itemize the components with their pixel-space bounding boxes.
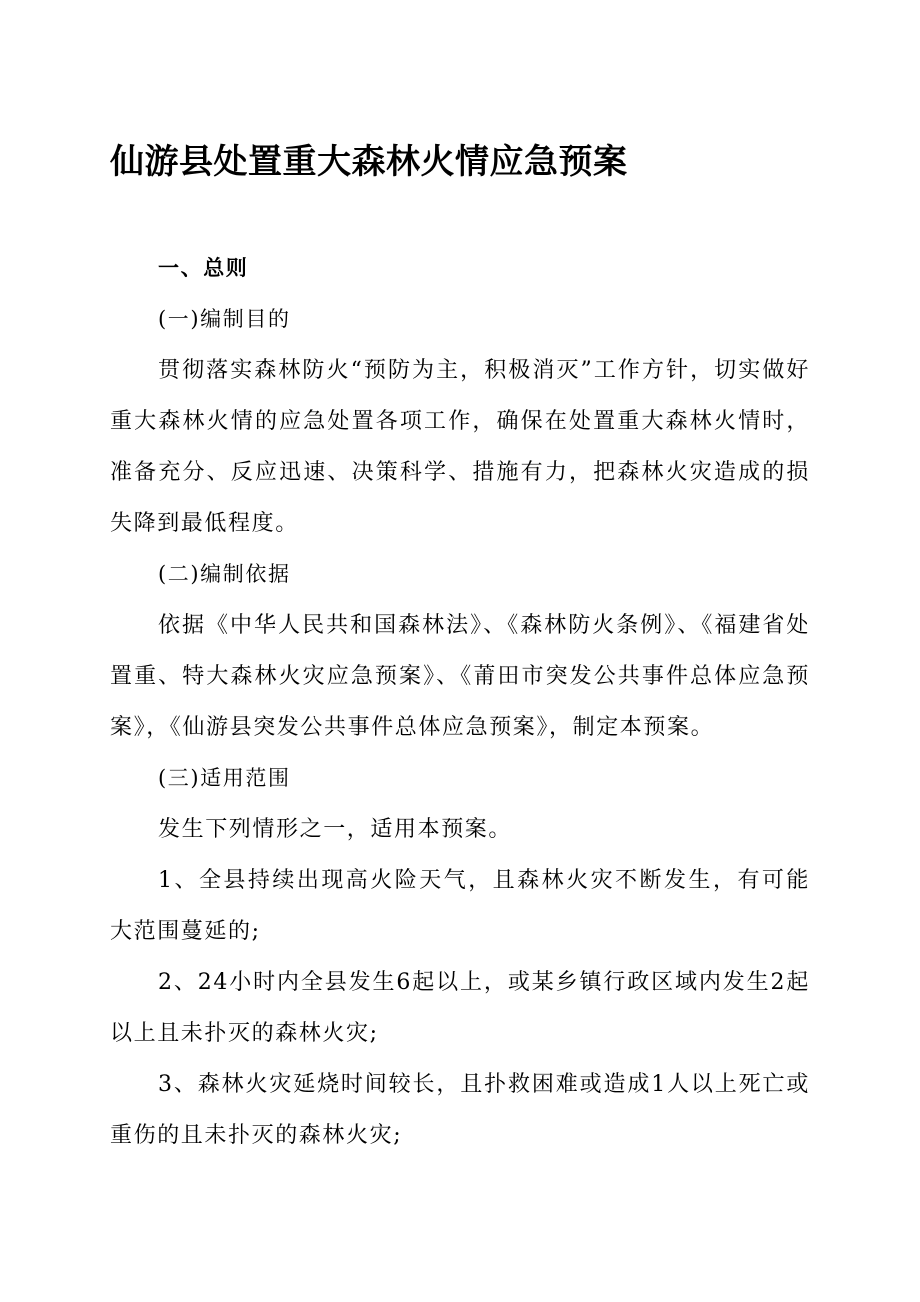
subheading-purpose: (一)编制目的 (158, 307, 291, 331)
subheading-scope: (三)适用范围 (158, 766, 291, 790)
list-item-scope-3: 3、森林火灾延烧时间较长，且扑救困难或造成1人以上死亡或重伤的且未扑灭的森林火灾; (110, 1072, 810, 1148)
paragraph-scope-intro: 发生下列情形之一，适用本预案。 (158, 817, 513, 842)
section-heading-general: 一、总则 (158, 256, 249, 280)
subheading-basis: (二)编制依据 (158, 562, 291, 586)
paragraph-basis: 依据《中华人民共和国森林法》、《森林防火条例》、《福建省处置重、特大森林火灾应急预案》、《莆田市突发公共事件总体应急预案》，《仙游县突发公共事件总体应急预案》，制定本预案。 (110, 613, 810, 740)
list-item-scope-2: 2、24小时内全县发生6起以上，或某乡镇行政区域内发生2起以上且未扑灭的森林火灾; (110, 970, 810, 1046)
document-body (110, 243, 810, 1161)
paragraph-purpose: 贯彻落实森林防火“预防为主，积极消灭”工作方针，切实做好重大森林火情的应急处置各项工作，确保在处置重大森林火情时，准备充分、反应迅速、决策科学、措施有力，把森林火灾造成的损失降到最低程度。 (110, 358, 810, 536)
list-item-scope-1: 1、全县持续出现高火险天气，且森林火灾不断发生，有可能大范围蔓延的; (110, 868, 810, 944)
document-title: 仙游县处置重大森林火情应急预案 (110, 142, 628, 182)
